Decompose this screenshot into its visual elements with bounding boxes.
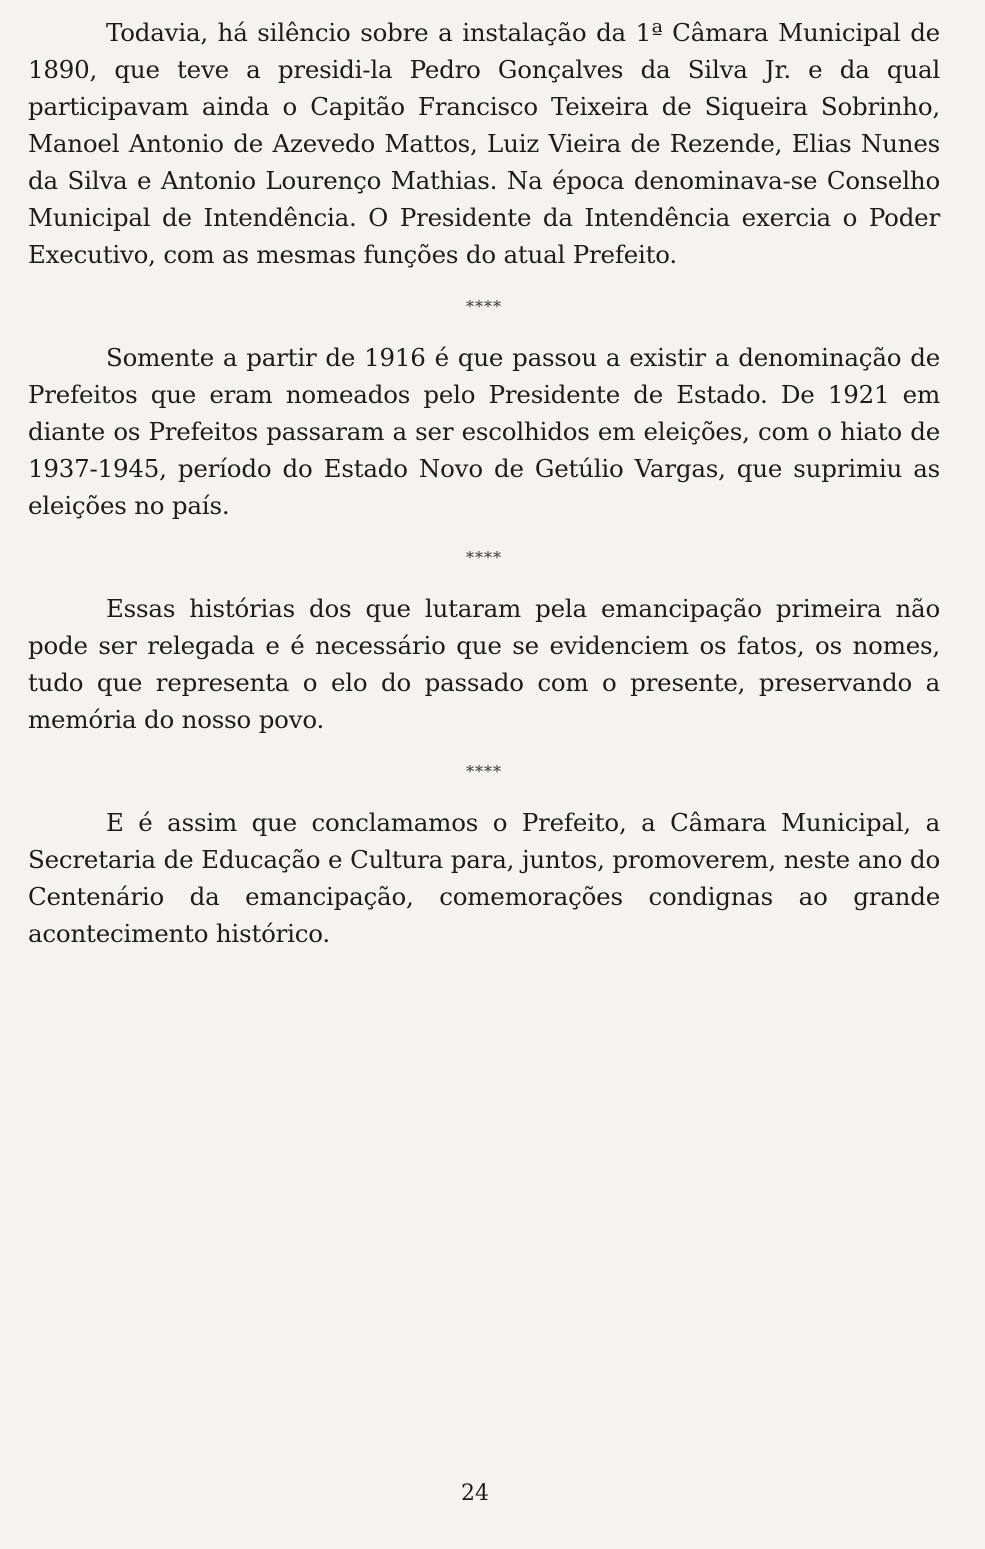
section-separator-2: **** xyxy=(466,548,502,567)
paragraph-1: Todavia, há silêncio sobre a instalação da 1ª Câmara Municipal de 1890, que teve a presidi-la Pedro Gonçalves da Silva Jr. e da qual participavam ainda o Capitão Francisco Teixeira de Siqueira Sobrinho, Manoel Antonio de Azevedo Mattos, Luiz Vieira de Rezende, Elias Nunes da Silva e Antonio Lourenço Mathias. Na época denominava-se Conselho Municipal de Intendência. O Presidente da Intendência exercia o Poder Executivo, com as mesmas funções do atual Prefeito. xyxy=(28,18,940,269)
paragraph-3: Essas histórias dos que lutaram pela emancipação primeira não pode ser relegada e é necessário que se evidenciem os fatos, os nomes, tudo que representa o elo do passado com o presente, preservando a memória do nosso povo. xyxy=(28,594,940,734)
paragraph-2: Somente a partir de 1916 é que passou a existir a denominação de Prefeitos que eram nomeados pelo Presidente de Estado. De 1921 em diante os Prefeitos passaram a ser escolhidos em eleições, com o hiato de 1937-1945, período do Estado Novo de Getúlio Vargas, que suprimiu as eleições no país. xyxy=(28,343,940,520)
section-separator-3: **** xyxy=(466,762,502,781)
page-body xyxy=(28,14,940,952)
page-number: 24 xyxy=(461,1481,489,1506)
section-separator-1: **** xyxy=(466,297,502,316)
paragraph-4: E é assim que conclamamos o Prefeito, a Câmara Municipal, a Secretaria de Educação e Cultura para, juntos, promoverem, neste ano do Centenário da emancipação, comemorações condignas ao grande acontecimento histórico. xyxy=(28,808,940,948)
